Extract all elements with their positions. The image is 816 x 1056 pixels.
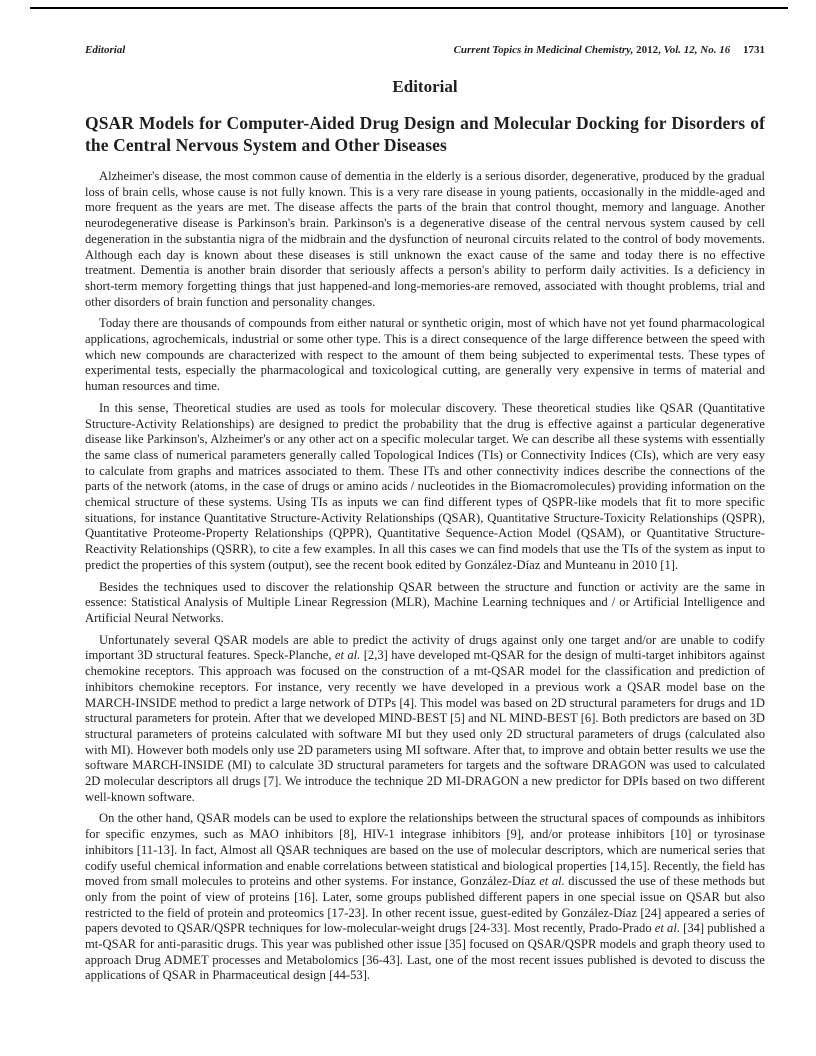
- text-run: discussed the use of these methods but only from the point of view of proteins [16]. Later, some groups published different papers in one special issue on QSAR but also restricted to the field of protein and proteomics [17-23]. In other recent issue, guest-edited by González-Díaz [24] appeared a series of papers devoted to QSAR/QSPR techniques for low-molecular-weight drugs [24-33]. Most recently, Prado-Prado: [85, 874, 765, 936]
- running-head-citation: [454, 44, 765, 56]
- page-top-edge-line: [30, 7, 788, 9]
- paragraph: [85, 401, 765, 574]
- paragraph: [85, 811, 765, 984]
- text-run: In this sense, Theoretical studies are used as tools for molecular discovery. These theoretical studies like QSAR (Quantitative Structure-Activity Relationships) are designed to predict the probability that the drug is effective against a particular degenerative disease like Parkinson's, Alzheimer's or any other act on a specific molecular target. We can describe all these systems with essentially the same class of numerical parameters generally called Topological Indices (TIs) or Connectivity Indices (CIs), which are very easy to calculate from graphs and matrices associated to them. These ITs and other connectivity indices describe the connections of the parts of the network (atoms, in the case of drugs or amino acids / nucleotides in the Biomacromolecules) providing information on the chemical structure of these systems. Using TIs as inputs we can find different types of QSPR-like models that fit to more specific situations, for instance Quantitative Structure-Activity Relationships (QSAR), Quantitative Structure-Toxicity Relationships (QSPR), Quantitative Proteome-Property Relationships (QPPR), Quantitative Sequence-Action Model (QSAM), or Quantitative Structure-Reactivity Relationships (QSRR), to cite a few examples. In all this cases we can find models that use the TIs of the system as input to predict the properties of this system (output), see the recent book edited by González-Díaz and Munteanu in 2010 [1].: [85, 400, 765, 572]
- body-paragraphs: [85, 169, 765, 984]
- document-page: [85, 44, 765, 984]
- journal-year: 2012,: [636, 44, 661, 56]
- section-heading: Editorial: [392, 77, 458, 96]
- italic-text-run: et al.: [654, 921, 680, 936]
- text-run: Today there are thousands of compounds from either natural or synthetic origin, most of which have not yet found pharmacological applications, agrochemicals, industrial or some other type. This is a direct consequence of the large difference between the speed with which new compounds are characterized with respect to the amount of them being subjected to experimental tests. These types of experimental tests, especially the pharmacological and toxicological cutting, are generally very expensive in terms of material and human resources and time.: [85, 316, 765, 394]
- italic-text-run: et al.: [539, 874, 565, 889]
- text-run: [34] published a mt-QSAR for anti-parasitic drugs. This year was published other issue [35] focused on QSAR/QSPR models and graph theory used to approach Drug ADMET processes and Metabolomics [36-43]. Last, one of the most recent issues published is devoted to discuss the applications of QSAR in Pharmaceutical design [44-53].: [85, 921, 765, 983]
- running-head-section: Editorial: [85, 44, 126, 56]
- paragraph: [85, 169, 765, 310]
- text-run: Besides the techniques used to discover the relationship QSAR between the structure and function or activity are the same in essence: Statistical Analysis of Multiple Linear Regression (MLR), Machine Learning techniques and / or Artificial Intelligence and Artificial Neural Networks.: [85, 579, 765, 625]
- journal-volume-issue: Vol. 12, No. 16: [663, 44, 731, 56]
- text-run: [2,3] have developed mt-QSAR for the design of multi-target inhibitors against chemokine receptors. This approach was focused on the construction of a mt-QSAR model for the classification and prediction of inhibitors chemokine receptors. For instance, very recently we have developed in a previous work a QSAR model base on the MARCH-INSIDE method to predict a large network of DTPs [4]. This model was based on 2D structural parameters for drugs and 1D structural parameters for protein. After that we developed MIND-BEST [5] and NL MIND-BEST [6]. Both predictors are based on 3D structural parameters of proteins calculated with software MI but they used only 2D structural parameters of drugs (calculated also with MI). However both models only use 2D parameters using MI software. After that, to improve and obtain better results we use the software MARCH-INSIDE (MI) to calculate 3D structural parameters for targets and the software DRAGON was used to calculated 2D molecular descriptors all drugs [7]. We introduce the technique 2D MI-DRAGON a new predictor for DPIs based on two different well-known software.: [85, 648, 765, 804]
- running-head: [85, 44, 765, 56]
- text-run: Alzheimer's disease, the most common cause of dementia in the elderly is a serious disorder, degenerative, produced by the gradual loss of brain cells, whose cause is not fully known. This is a very rare disease in young patients, occasionally in the middle-aged and more frequent as the years are met. The disease affects the parts of the brain that control thought, memory and language. Another neurodegenerative disease is Parkinson's brain. Parkinson's is a degenerative disease of the central nervous system caused by cell degeneration in the substantia nigra of the midbrain and the dysfunction of neuronal circuits related to the control of body movements. Although each day is known about these diseases is still unknown the exact cause of the same and today there is no effective treatment. Dementia is another brain disorder that seriously affects a person's ability to perform daily activities. Is a deficiency in short-term memory forgetting things that just happened-and long-memories-are removed, associated with thought problems, trial and other disorders of brain function and personality changes.: [85, 169, 765, 309]
- journal-name: Current Topics in Medicinal Chemistry,: [453, 44, 634, 56]
- paragraph: [85, 316, 765, 395]
- text-run: Unfortunately several QSAR models are able to predict the activity of drugs against only one target and/or are unable to codify important 3D structural features. Speck-Planche,: [85, 632, 765, 663]
- paragraph: [85, 633, 765, 806]
- italic-text-run: et al.: [334, 648, 361, 663]
- paragraph: [85, 580, 765, 627]
- page-number: 1731: [743, 44, 765, 56]
- article-title: QSAR Models for Computer-Aided Drug Design and Molecular Docking for Disorders of the Central Nervous System and Other Diseases: [85, 113, 765, 155]
- text-run: On the other hand, QSAR models can be used to explore the relationships between the structural spaces of compounds as inhibitors for specific enzymes, such as MAO inhibitors [8], HIV-1 integrase inhibitors [9], and/or protease inhibitors [10] or tyrosinase inhibitors [11-13]. In fact, Almost all QSAR techniques are based on the use of molecular descriptors, which are numerical series that codify useful chemical information and enable correlations between statistical and biological properties [14,15]. Recently, the field has moved from small molecules to proteins and other systems. For instance, González-Díaz: [85, 811, 765, 889]
